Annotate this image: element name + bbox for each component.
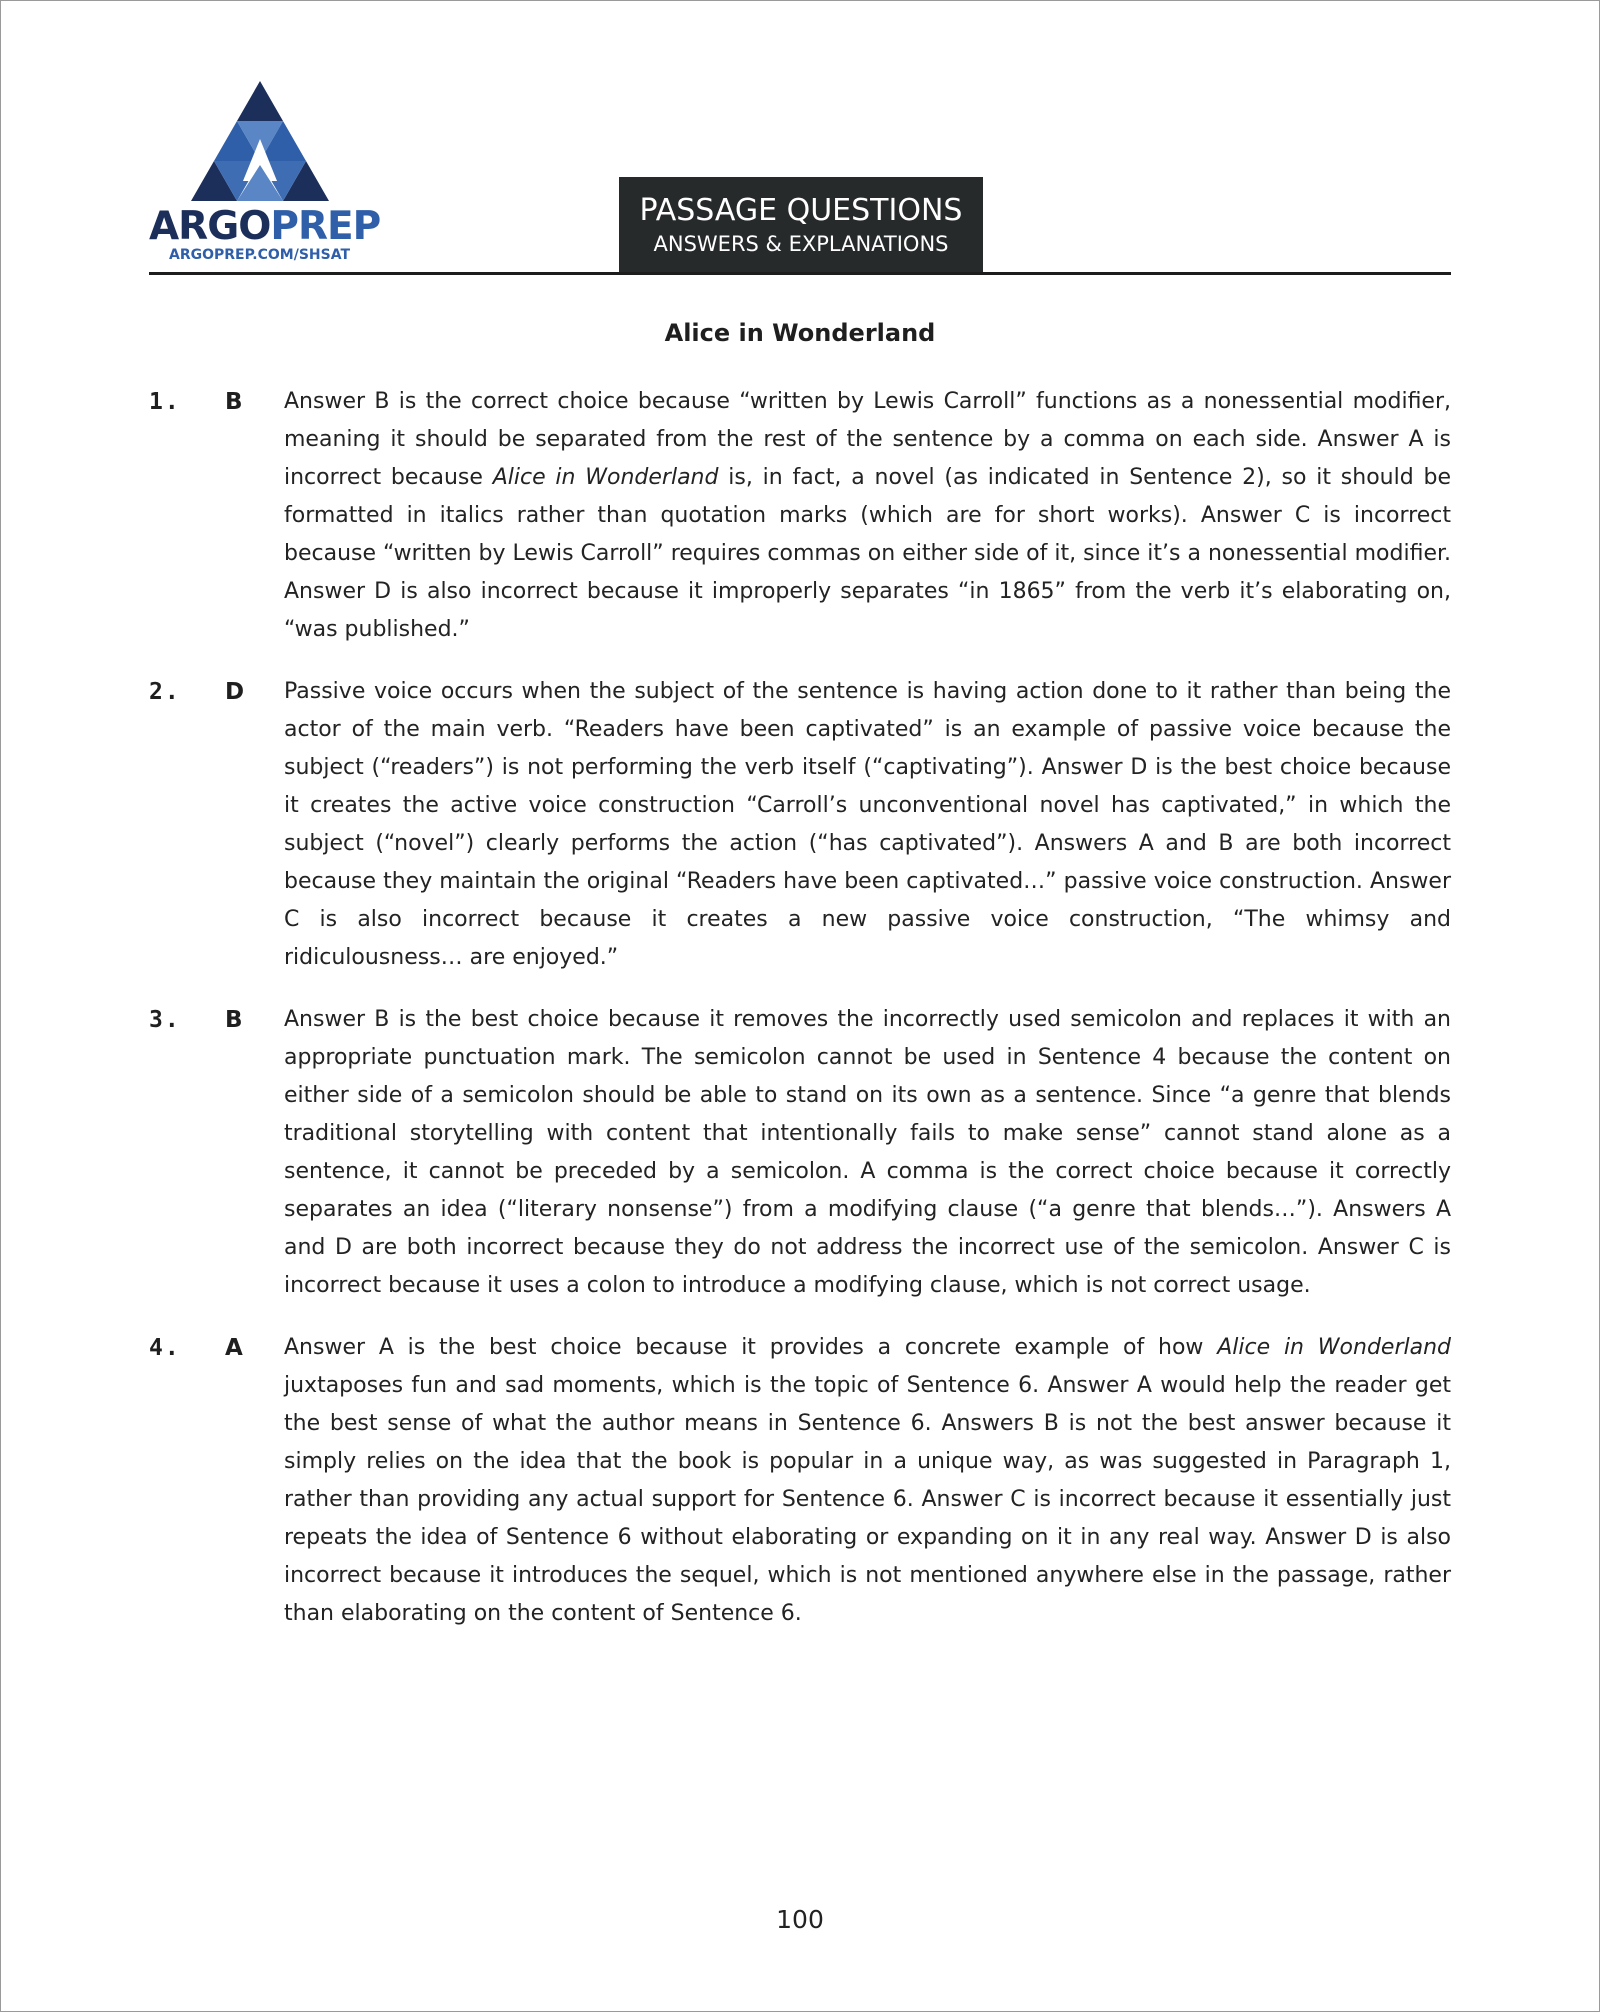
question-number: 3.: [149, 1007, 181, 1033]
argoprep-logo: [149, 81, 379, 263]
question-number: 2.: [149, 679, 181, 705]
section-header: [619, 177, 983, 273]
answer-letter: B: [225, 1007, 243, 1033]
explanation-text: Answer A is the best choice because it provides a concrete example of how: [284, 1335, 1218, 1360]
page-number: 100: [776, 1905, 824, 1934]
question-number: 4.: [149, 1335, 181, 1361]
answer-item-2: [149, 673, 1451, 977]
book-title-italic: Alice in Wonderland: [492, 465, 719, 490]
logo-brand-argo: ARGO: [149, 204, 271, 249]
logo-brand-prep: PREP: [270, 204, 381, 249]
explanation-text: is, in fact, a novel (as indicated in Sentence 2), so it should be formatted in italics rather than quotation marks (which are for short works). Answer C is incorrect because “written by Lewis Carroll” requires commas on either side of it, since it’s a nonessential modifier. Answer D is also incorrect because it improperly separates “in 1865” from the verb it’s elaborating on, “was published.”: [284, 465, 1451, 642]
answer-explanation: [284, 383, 1451, 649]
answer-item-1: [149, 383, 1451, 649]
header-divider: [149, 272, 1451, 275]
answer-explanation: [284, 673, 1451, 977]
answer-explanation: [284, 1001, 1451, 1305]
answer-item-3: [149, 1001, 1451, 1305]
logo-url: ARGOPREP.COM/SHSAT: [169, 247, 351, 263]
section-subtitle: ANSWERS & EXPLANATIONS: [653, 232, 949, 256]
answer-letter: B: [225, 389, 243, 415]
explanation-text: Answer B is the correct choice because “written by Lewis Carroll” functions as a nonessential modifier, meaning it should be separated from the rest of the sentence by a comma on each side. Answer A is incorrect because: [284, 389, 1451, 490]
answer-list: [149, 383, 1451, 1657]
argoprep-triangle-logo-icon: [191, 81, 329, 203]
passage-title: Alice in Wonderland: [664, 319, 936, 347]
logo-wordmark: [149, 204, 381, 249]
explanation-text: Answer B is the best choice because it removes the incorrectly used semicolon and replaces it with an appropriate punctuation mark. The semicolon cannot be used in Sentence 4 because the content on either side of a semicolon should be able to stand on its own as a sentence. Since “a genre that blends traditional storytelling with content that intentionally fails to make sense” cannot stand alone as a sentence, it cannot be preceded by a semicolon. A comma is the correct choice because it correctly separates an idea (“literary nonsense”) from a modifying clause (“a genre that blends…”). Answers A and D are both incorrect because they do not address the incorrect use of the semicolon. Answer C is incorrect because it uses a colon to introduce a modifying clause, which is not correct usage.: [284, 1007, 1451, 1298]
answer-letter: A: [225, 1335, 243, 1361]
explanation-text: Passive voice occurs when the subject of the sentence is having action done to it rather than being the actor of the main verb. “Readers have been captivated” is an example of passive voice because the subject (“readers”) is not performing the verb itself (“captivating”). Answer D is the best choice because it creates the active voice construction “Carroll’s unconventional novel has captivated,” in which the subject (“novel”) clearly performs the action (“has captivated”). Answers A and B are both incorrect because they maintain the original “Readers have been captivated…” passive voice construction. Answer C is also incorrect because it creates a new passive voice construction, “The whimsy and ridiculousness… are enjoyed.”: [284, 679, 1451, 970]
question-number: 1.: [149, 389, 181, 415]
book-title-italic: Alice in Wonderland: [1217, 1335, 1451, 1360]
answer-explanation: [284, 1329, 1451, 1633]
answer-letter: D: [225, 679, 245, 705]
answer-item-4: [149, 1329, 1451, 1633]
section-title: PASSAGE QUESTIONS: [639, 193, 963, 228]
explanation-text: juxtaposes fun and sad moments, which is the topic of Sentence 6. Answer A would help the reader get the best sense of what the author means in Sentence 6. Answers B is not the best answer because it simply relies on the idea that the book is popular in a unique way, as was suggested in Paragraph 1, rather than providing any actual support for Sentence 6. Answer C is incorrect because it essentially just repeats the idea of Sentence 6 without elaborating or expanding on it in any real way. Answer D is also incorrect because it introduces the sequel, which is not mentioned anywhere else in the passage, rather than elaborating on the content of Sentence 6.: [284, 1373, 1451, 1626]
